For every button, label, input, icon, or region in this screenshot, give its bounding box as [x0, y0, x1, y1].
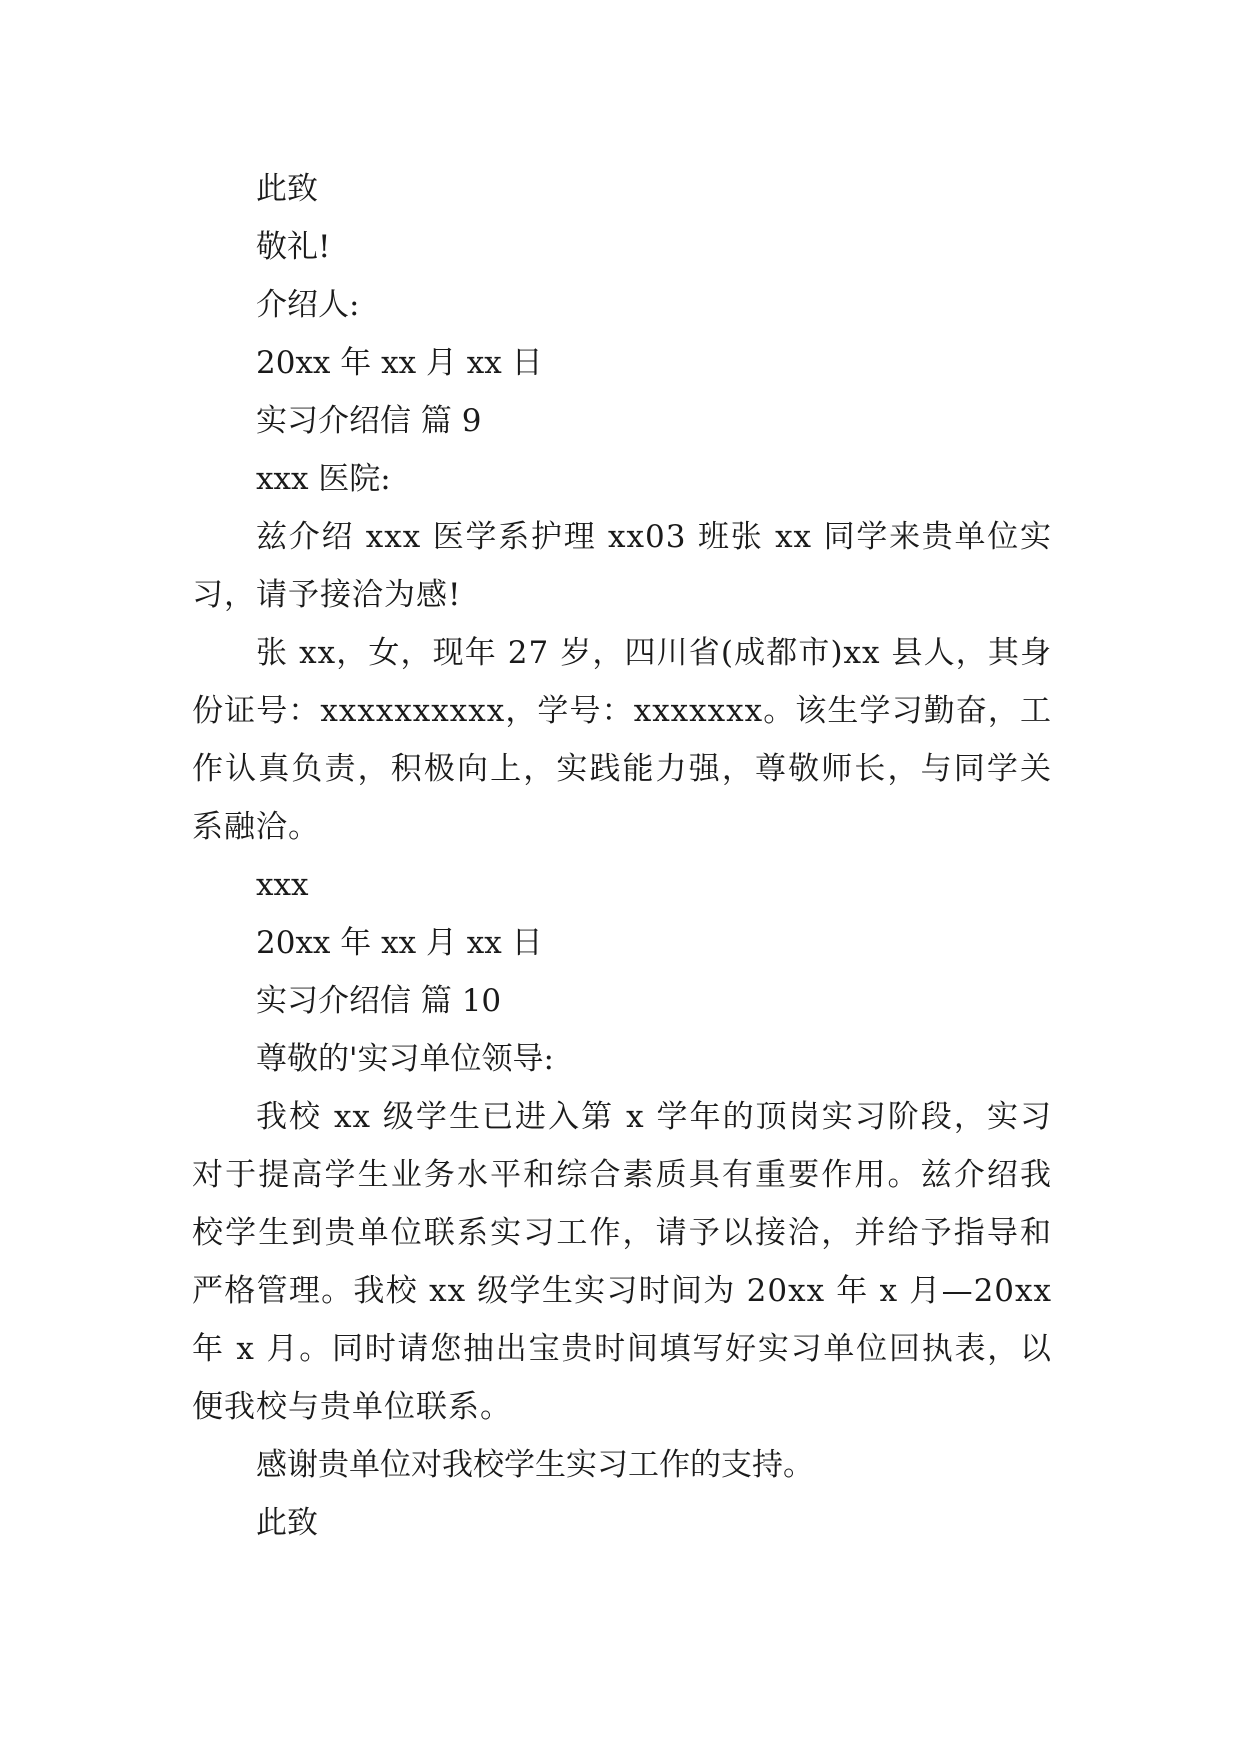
date-line: 20xx 年 xx 月 xx 日 — [256, 925, 543, 961]
paragraph: 兹介绍 xxx 医学系护理 xx03 班张 xx 同学来贵单位实习，请予接洽为感! — [192, 519, 1052, 613]
recipient-line: 尊敬的'实习单位领导: — [256, 1041, 554, 1077]
signature-line: xxx — [256, 867, 309, 903]
paragraph: 我校 xx 级学生已进入第 x 学年的顶岗实习阶段，实习对于提高学生业务水平和综合素质具有重要作用。兹介绍我校学生到贵单位联系实习工作，请予以接洽，并给予指导和严格管理。我校 xx 级学生实习时间为 20xx 年 x 月—20xx 年 x 月。同时请您抽出宝贵时间填写好实习单位回执表，以便我校与贵单位联系。 — [192, 1099, 1052, 1425]
closing-line: 此致 — [256, 171, 318, 207]
salutation-line: 敬礼! — [256, 229, 331, 265]
recipient-line: xxx 医院: — [256, 461, 391, 497]
thanks-line: 感谢贵单位对我校学生实习工作的支持。 — [256, 1447, 814, 1483]
closing-line: 此致 — [256, 1505, 318, 1541]
letter-body — [192, 160, 1052, 1552]
paragraph: 张 xx，女，现年 27 岁，四川省(成都市)xx 县人，其身份证号：xxxxxxxxxx，学号：xxxxxxx。该生学习勤奋，工作认真负责，积极向上，实践能力强，尊敬师长，与同学关系融洽。 — [192, 635, 1052, 845]
section-heading: 实习介绍信 篇 9 — [256, 403, 482, 439]
introducer-line: 介绍人: — [256, 287, 360, 323]
section-heading: 实习介绍信 篇 10 — [256, 983, 502, 1019]
date-line: 20xx 年 xx 月 xx 日 — [256, 345, 543, 381]
